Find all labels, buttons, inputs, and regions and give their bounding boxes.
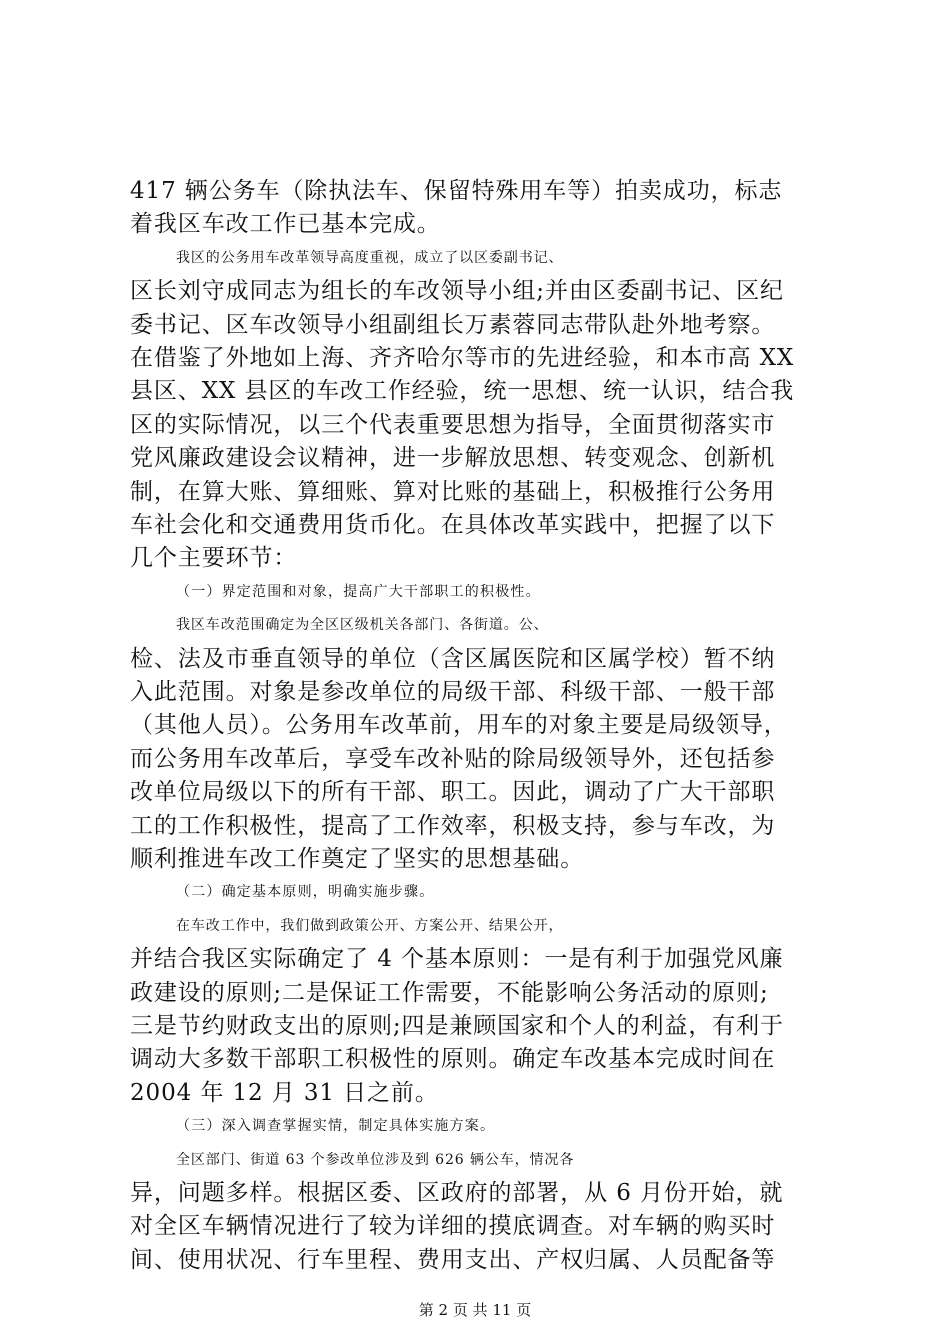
text-line: 政建设的原则;二是保证工作需要，不能影响公务活动的原则; bbox=[130, 980, 769, 1006]
text-line: 417 辆公务车（除执法车、保留特殊用车等）拍卖成功，标志 bbox=[130, 178, 783, 204]
text-line: 入此范围。对象是参改单位的局级干部、科级干部、一般干部 bbox=[130, 679, 776, 705]
text-line: 区长刘守成同志为组长的车改领导小组;并由区委副书记、区纪 bbox=[130, 278, 784, 304]
text-line: 调动大多数干部职工积极性的原则。确定车改基本完成时间在 bbox=[130, 1046, 776, 1072]
text-line: 几个主要环节： bbox=[130, 545, 298, 571]
text-line: 而公务用车改革后，享受车改补贴的除局级领导外，还包括参 bbox=[130, 746, 776, 772]
section-heading-2: （二）确定基本原则，明确实施步骤。 bbox=[176, 884, 435, 900]
text-line: 党风廉政建设会议精神，进一步解放思想、转变观念、创新机 bbox=[130, 445, 776, 471]
text-line: 对全区车辆情况进行了较为详细的摸底调查。对车辆的购买时 bbox=[130, 1213, 776, 1239]
text-line: （其他人员）。公务用车改革前，用车的对象主要是局级领导， bbox=[130, 712, 788, 738]
text-line: 2004 年 12 月 31 日之前。 bbox=[130, 1080, 439, 1106]
text-line: 委书记、区车改领导小组副组长万素蓉同志带队赴外地考察。 bbox=[130, 312, 776, 338]
text-line: 车社会化和交通费用货币化。在具体改革实践中，把握了以下 bbox=[130, 512, 776, 538]
paragraph-start: 在车改工作中，我们做到政策公开、方案公开、结果公开， bbox=[176, 918, 564, 934]
text-line: 检、法及市垂直领导的单位（含区属医院和区属学校）暂不纳 bbox=[130, 646, 776, 672]
text-line: 在借鉴了外地如上海、齐齐哈尔等市的先进经验，和本市高 XX bbox=[130, 345, 795, 371]
text-line: 着我区车改工作已基本完成。 bbox=[130, 211, 441, 237]
text-line: 县区、XX 县区的车改工作经验，统一思想、统一认识，结合我 bbox=[130, 378, 795, 404]
text-line: 区的实际情况，以三个代表重要思想为指导，全面贯彻落实市 bbox=[130, 412, 776, 438]
paragraph-start: 我区车改范围确定为全区区级机关各部门、各街道。公、 bbox=[176, 617, 549, 633]
text-line: 三是节约财政支出的原则;四是兼顾国家和个人的利益，有利于 bbox=[130, 1013, 784, 1039]
text-line: 工的工作积极性，提高了工作效率，积极支持，参与车改，为 bbox=[130, 813, 776, 839]
paragraph-start: 我区的公务用车改革领导高度重视，成立了以区委副书记、 bbox=[176, 250, 564, 266]
paragraph-start: 全区部门、街道 63 个参改单位涉及到 626 辆公车，情况各 bbox=[176, 1152, 575, 1168]
page-number-footer: 第 2 页 共 11 页 bbox=[418, 1301, 532, 1319]
section-heading-1: （一）界定范围和对象，提高广大干部职工的积极性。 bbox=[176, 584, 541, 600]
text-line: 制，在算大账、算细账、算对比账的基础上，积极推行公务用 bbox=[130, 479, 776, 505]
text-line: 间、使用状况、行车里程、费用支出、产权归属、人员配备等 bbox=[130, 1247, 776, 1273]
text-line: 并结合我区实际确定了 4 个基本原则：一是有利于加强党风廉 bbox=[130, 946, 784, 972]
text-line: 顺利推进车改工作奠定了坚实的思想基础。 bbox=[130, 846, 585, 872]
text-line: 改单位局级以下的所有干部、职工。因此，调动了广大干部职 bbox=[130, 779, 776, 805]
text-line: 异，问题多样。根据区委、区政府的部署，从 6 月份开始，就 bbox=[130, 1180, 784, 1206]
section-heading-3: （三）深入调查掌握实情，制定具体实施方案。 bbox=[176, 1118, 496, 1134]
